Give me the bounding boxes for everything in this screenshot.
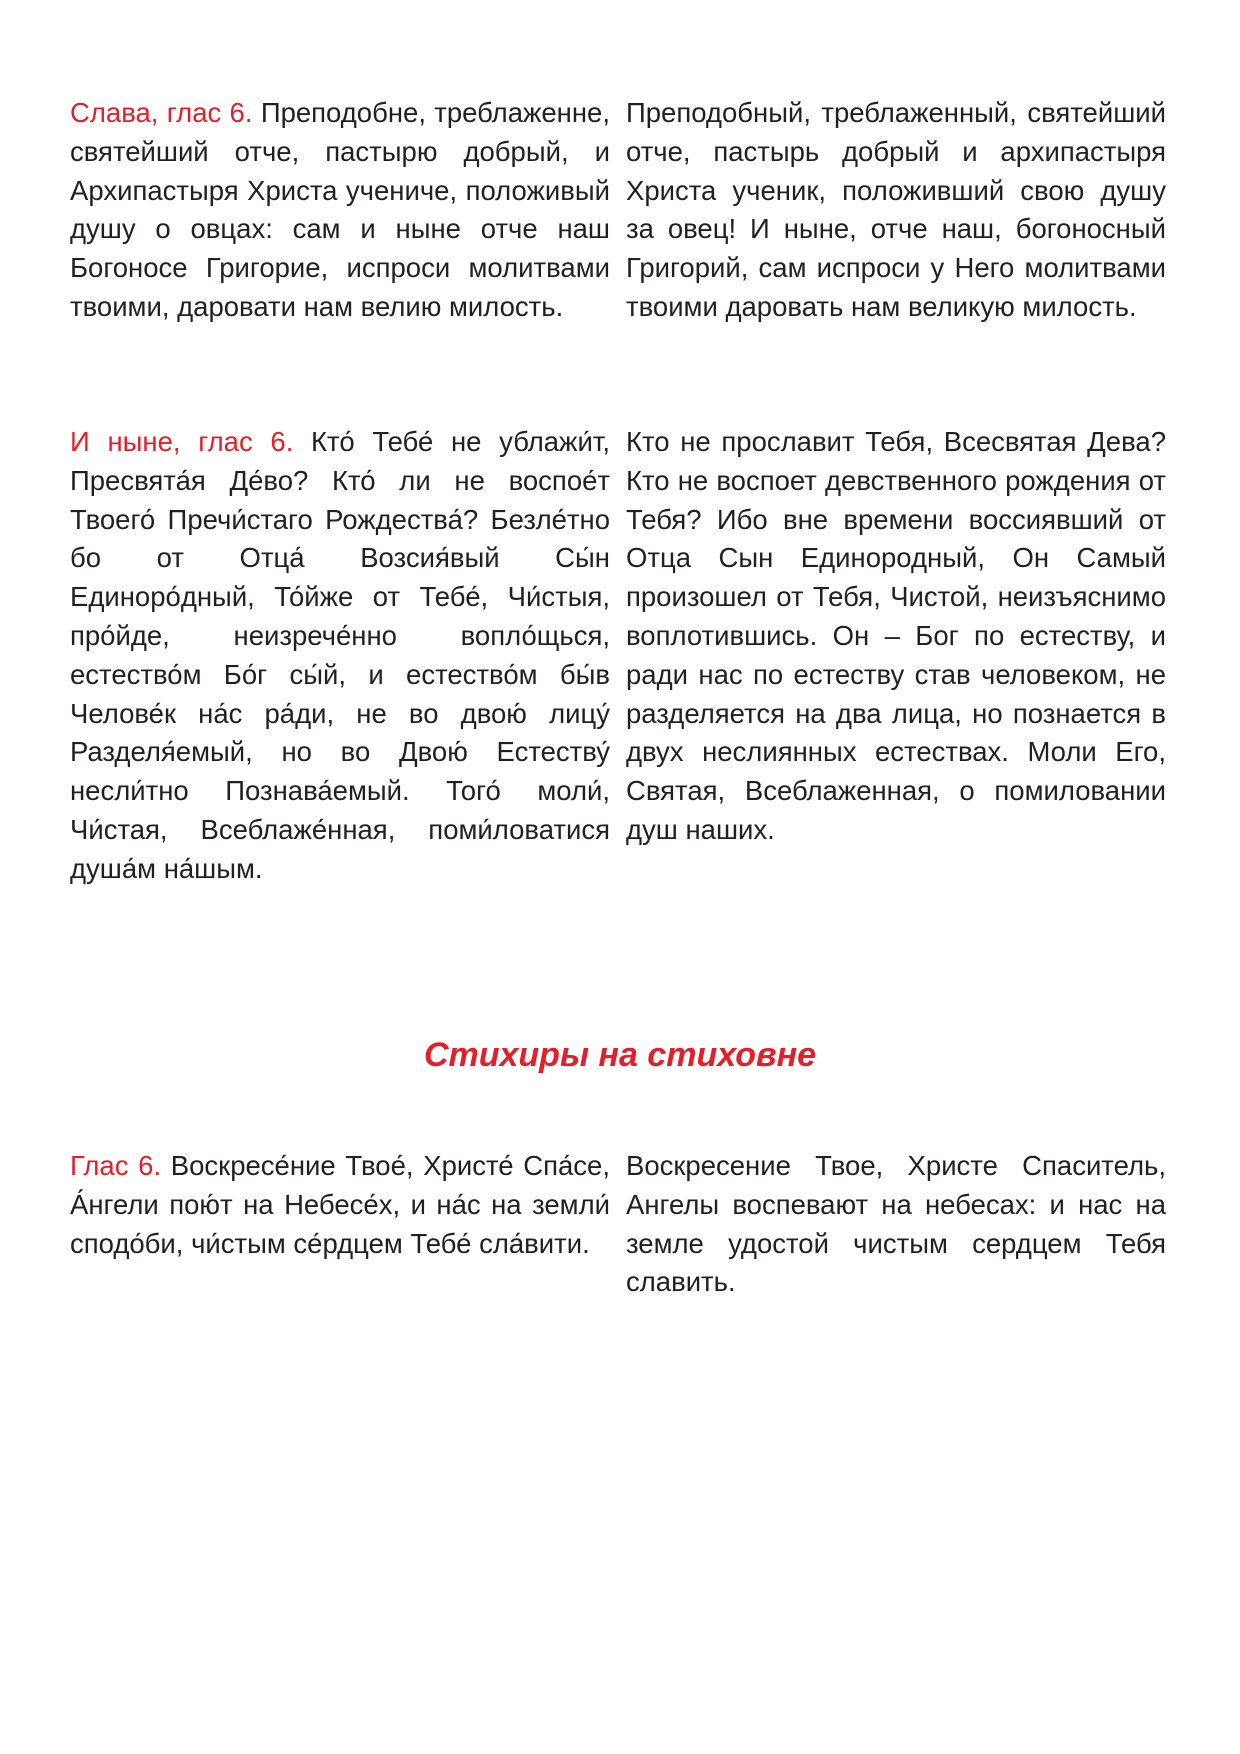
section-heading: Стихиры на стиховне — [423, 1036, 817, 1074]
russian-column — [626, 423, 1166, 889]
russian-text: Преподобный, треблаженный, святейший отче, пастырь добрый и архипастыря Христа ученик, положивший свою душу за овец! И ныне, отче наш, богоносный Григорий, сам испроси у Него молитвами твоими даровать нам великую милость. — [626, 97, 1166, 322]
rubric-label: Слава, глас 6. — [70, 97, 261, 128]
slavonic-column — [70, 94, 610, 327]
slavonic-column — [70, 423, 610, 889]
russian-column — [626, 1147, 1166, 1302]
stichera-slava-block — [70, 94, 1166, 327]
russian-text: Кто не прославит Тебя, Всесвятая Дева? Кто не воспоет девственного рождения от Тебя? Ибо вне времени воссиявший от Отца Сын Единородный, Он Самый произошел от Тебя, Чистой, неизъяснимо воплотившись. Он – Бог по естеству, и ради нас по естеству став человеком, не разделяется на два лица, но познается в двух неслиянных естествах. Моли Его, Святая, Всеблаженная, о помиловании душ наших. — [626, 426, 1166, 845]
slavonic-text: Воскресе́ние Твое́, Христе́ Спа́се, А́нгели пою́т на Небесе́х, и на́с на земли́ сподо́би, чи́стым се́рдцем Тебе́ сла́вити. — [70, 1150, 610, 1259]
slavonic-column — [70, 1147, 610, 1302]
russian-text: Воскресение Твое, Христе Спаситель, Ангелы воспевают на небесах: и нас на земле удостой чистым сердцем Тебя славить. — [626, 1150, 1166, 1298]
theotokion-block — [70, 423, 1166, 889]
slavonic-text: Кто́ Тебе́ не ублажи́т, Пресвята́я Де́во? Кто́ ли не воспое́т Твоего́ Пречи́стаго Рождества́? Безле́тно бо от Отца́ Возсия́вый Сы́н Единоро́дный, То́йже от Тебе́, Чи́стыя, про́йде, неизрече́нно вопло́щься, естество́м Бо́г сы́й, и естество́м бы́в Челове́к на́с ра́ди, не во двою́ лицу́ Разделя́емый, но во Двою́ Естеству́ несли́тно Познава́емый. Того́ моли́, Чи́стая, Всеблаже́нная, поми́ловатися душа́м на́шым. — [70, 426, 610, 884]
stichera-aposticha-block — [70, 1147, 1166, 1302]
slavonic-text: Преподобне, треблаженне, святейший отче, пастырю добрый, и Архипастыря Христа учениче, положивый душу о овцах: сам и ныне отче наш Богоносе Григорие, испроси молитвами твоими, даровати нам велию милость. — [70, 97, 610, 322]
rubric-label: И ныне, глас 6. — [70, 426, 312, 457]
russian-column — [626, 94, 1166, 327]
rubric-label: Глас 6. — [70, 1150, 171, 1181]
